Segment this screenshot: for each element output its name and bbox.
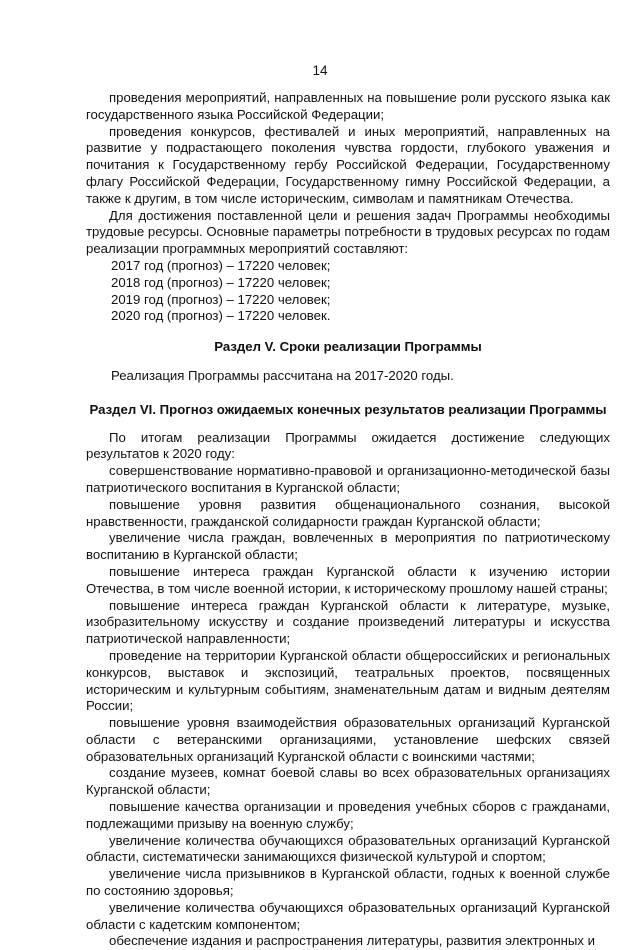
paragraph: увеличение числа граждан, вовлеченных в мероприятия по патриотическому воспитанию в Курганской области; [86, 530, 610, 563]
paragraph: Реализация Программы рассчитана на 2017-2020 годы. [111, 367, 454, 383]
year-item: 2018 год (прогноз) – 17220 человек; [111, 274, 331, 290]
paragraph: повышение интереса граждан Курганской области к литературе, музыке, изобразительному искусству и создание произведений литературы и искусства патриотической направленности; [86, 597, 610, 647]
paragraph: повышение интереса граждан Курганской области к изучению истории Отечества, в том числе военной истории, к историческому прошлому нашей страны; [86, 563, 610, 596]
document-body [86, 90, 610, 950]
paragraph: проведение на территории Курганской области общероссийских и региональных конкурсов, выставок и экспозиций, театральных проектов, посвященных историческим и культурным событиям, знаменательным датам и видным деятелям России; [86, 647, 610, 714]
paragraph: повышение уровня развития общенационального сознания, высокой нравственности, гражданской солидарности граждан Курганской области; [86, 496, 610, 529]
paragraph: увеличение количества обучающихся образовательных организаций Курганской области с кадетским компонентом; [86, 899, 610, 932]
section-heading: Раздел VI. Прогноз ожидаемых конечных результатов реализации Программы [89, 401, 607, 417]
paragraph: проведения конкурсов, фестивалей и иных мероприятий, направленных на развитие у подрастающего поколения чувства гордости, глубокого уважения и почитания к Государственному гербу Российской Федерации, Государственному флагу Российской Федерации, Государственному гимну Российской Федерации, а также к другим, в том числе историческим, символам и памятникам Отечества. [86, 123, 610, 206]
section-heading: Раздел V. Сроки реализации Программы [214, 339, 482, 355]
paragraph: совершенствование нормативно-правовой и организационно-методической базы патриотического воспитания в Курганской области; [86, 463, 610, 495]
paragraph: повышение уровня взаимодействия образовательных организаций Курганской области с ветеранскими организациями, установление шефских связей образовательных организаций Курганской области с воинскими частями; [86, 715, 610, 764]
paragraph: По итогам реализации Программы ожидается достижение следующих результатов к 2020 году: [86, 429, 610, 462]
paragraph: Для достижения поставленной цели и решения задач Программы необходимы трудовые ресурсы. Основные параметры потребности в трудовых ресурсах по годам реализации программных мероприятий составляют: [86, 207, 610, 257]
year-item: 2019 год (прогноз) – 17220 человек; [111, 291, 331, 307]
paragraph: повышение качества организации и проведения учебных сборов с гражданами, подлежащими призыву на военную службу; [86, 799, 610, 831]
paragraph: увеличение числа призывников в Курганской области, годных к военной службе по состоянию здоровья; [86, 866, 610, 899]
paragraph: обеспечение издания и распространения литературы, развития электронных и [109, 933, 595, 949]
paragraph: создание музеев, комнат боевой славы во всех образовательных организациях Курганской области; [86, 765, 610, 798]
year-item: 2020 год (прогноз) – 17220 человек. [111, 308, 331, 324]
paragraph: увеличение количества обучающихся образовательных организаций Курганской области, систематически занимающихся физической культурой и спортом; [86, 832, 610, 865]
paragraph: проведения мероприятий, направленных на повышение роли русского языка как государственного языка Российской Федерации; [86, 90, 610, 122]
years-list [86, 258, 610, 325]
year-item: 2017 год (прогноз) – 17220 человек; [111, 257, 331, 273]
page-number: 14 [312, 63, 328, 78]
